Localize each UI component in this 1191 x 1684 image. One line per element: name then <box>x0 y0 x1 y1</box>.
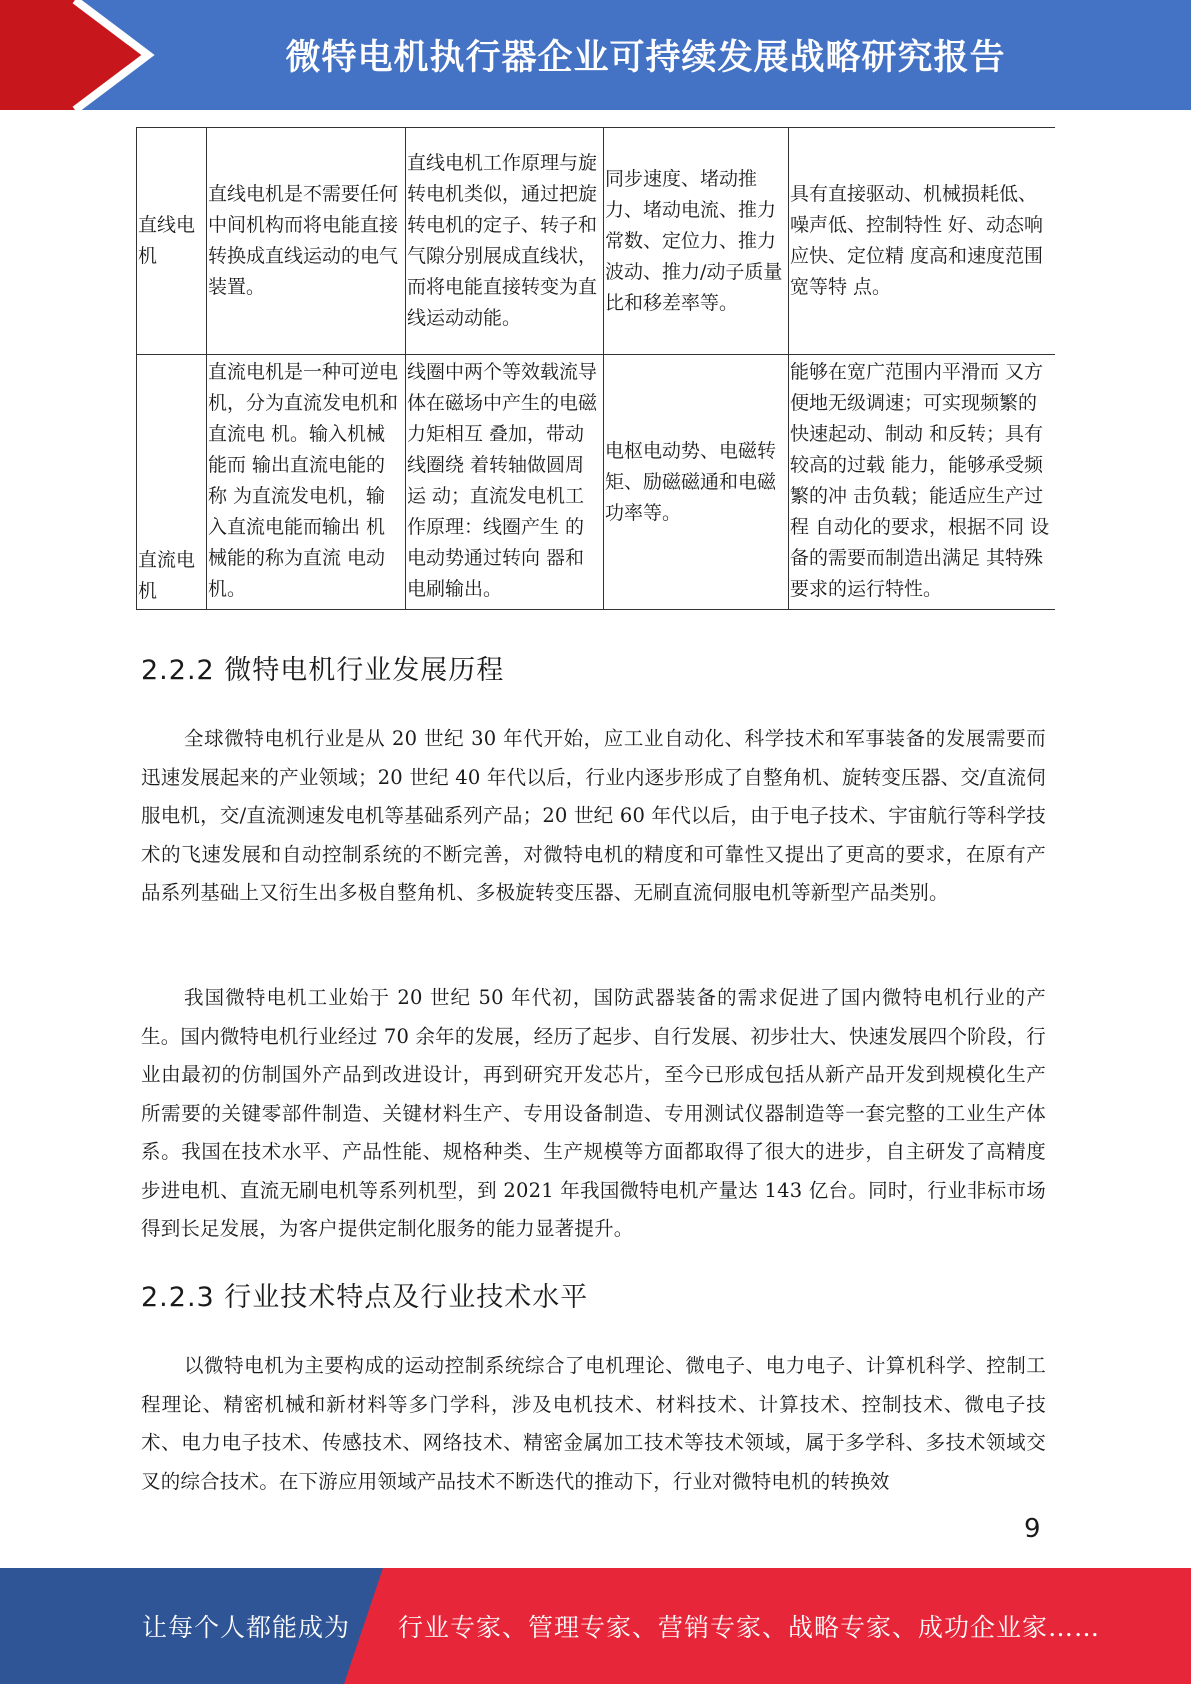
parameters-cell: 同步速度、堵动推力、堵动电流、推力常数、定位力、推力波动、推力/动子质量比和移差率等。 <box>604 128 789 355</box>
definition-cell: 直线电机是不需要任何中间机构而将电能直接转换成直线运动的电气装置。 <box>207 128 406 355</box>
body-paragraph: 以微特电机为主要构成的运动控制系统综合了电机理论、微电子、电力电子、计算机科学、控制工程理论、精密机械和新材料等多门学科，涉及电机技术、材料技术、计算技术、控制技术、微电子技术、电力电子技术、传感技术、网络技术、精密金属加工技术等技术领域，属于多学科、多技术领域交叉的综合技术。在下游应用领域产品技术不断迭代的推动下，行业对微特电机的转换效 <box>141 1354 1046 1493</box>
features-cell: 具有直接驱动、机械损耗低、噪声低、控制特性 好、动态响应快、定位精 度高和速度范围宽等特 点。 <box>789 128 1056 355</box>
principle-cell: 直线电机工作原理与旋转电机类似，通过把旋转电机的定子、转子和气隙分别展成直线状，而将电能直接转变为直线运动动能。 <box>406 128 604 355</box>
page-number: 9 <box>1024 1514 1041 1544</box>
report-title: 微特电机执行器企业可持续发展战略研究报告 <box>285 38 1006 78</box>
section-heading: 2.2.3 行业技术特点及行业技术水平 <box>141 1282 589 1313</box>
motor-comparison-table <box>136 127 1055 611</box>
motor-type-cell: 直线电机 <box>137 128 207 355</box>
body-paragraph: 全球微特电机行业是从 20 世纪 30 年代开始，应工业自动化、科学技术和军事装备的发展需要而迅速发展起来的产业领域；20 世纪 40 年代以后，行业内逐步形成了自整角机、旋转变压器、交/直流伺服电机，交/直流测速发电机等基础系列产品；20 世纪 60 年代以后，由于电子技术、宇宙航行等科学技术的飞速发展和自动控制系统的不断完善，对微特电机的精度和可靠性又提出了更高的要求，在原有产品系列基础上又衍生出多极自整角机、多极旋转变压器、无刷直流伺服电机等新型产品类别。 <box>141 727 1046 904</box>
definition-cell: 直流电机是一种可逆电机，分为直流发电机和直流电 机。输入机械能而 输出直流电能的称 为直流发电机，输 入直流电能而输出 机械能的称为直流 电动机。 <box>207 355 406 610</box>
table-row <box>137 128 1056 355</box>
principle-cell: 线圈中两个等效载流导体在磁场中产生的电磁力矩相互 叠加，带动线圈绕 着转轴做圆周运 动；直流发电机工 作原理：线圈产生 的电动势通过转向 器和电刷输出。 <box>406 355 604 610</box>
features-cell: 能够在宽广范围内平滑而 又方便地无级调速；可实现频繁的快速起动、制动 和反转；具有较高的过载 能力，能够承受频繁的冲 击负载；能适应生产过程 自动化的要求，根据不同 设备的需要而制造出满足 其特殊要求的运行特性。 <box>789 355 1056 610</box>
table-row <box>137 355 1056 610</box>
section-heading: 2.2.2 微特电机行业发展历程 <box>141 655 505 686</box>
page-footer <box>0 1568 1191 1684</box>
page-header <box>0 0 1191 110</box>
parameters-cell: 电枢电动势、电磁转矩、励磁磁通和电磁功率等。 <box>604 355 789 610</box>
body-paragraph: 我国微特电机工业始于 20 世纪 50 年代初，国防武器装备的需求促进了国内微特电机行业的产生。国内微特电机行业经过 70 余年的发展，经历了起步、自行发展、初步壮大、快速发展四个阶段，行业由最初的仿制国外产品到改进设计，再到研究开发芯片，至今已形成包括从新产品开发到规模化生产所需要的关键零部件制造、关键材料生产、专用设备制造、专用测试仪器制造等一套完整的工业生产体系。我国在技术水平、产品性能、规格种类、生产规模等方面都取得了很大的进步，自主研发了高精度步进电机、直流无刷电机等系列机型，到 2021 年我国微特电机产量达 143 亿台。同时，行业非标市场得到长足发展，为客户提供定制化服务的能力显著提升。 <box>141 986 1046 1240</box>
motor-type-cell: 直流电机 <box>137 355 207 610</box>
footer-slogan-left: 让每个人都能成为 <box>142 1613 351 1642</box>
footer-slogan-right: 行业专家、管理专家、营销专家、战略专家、成功企业家…… <box>398 1613 1101 1642</box>
